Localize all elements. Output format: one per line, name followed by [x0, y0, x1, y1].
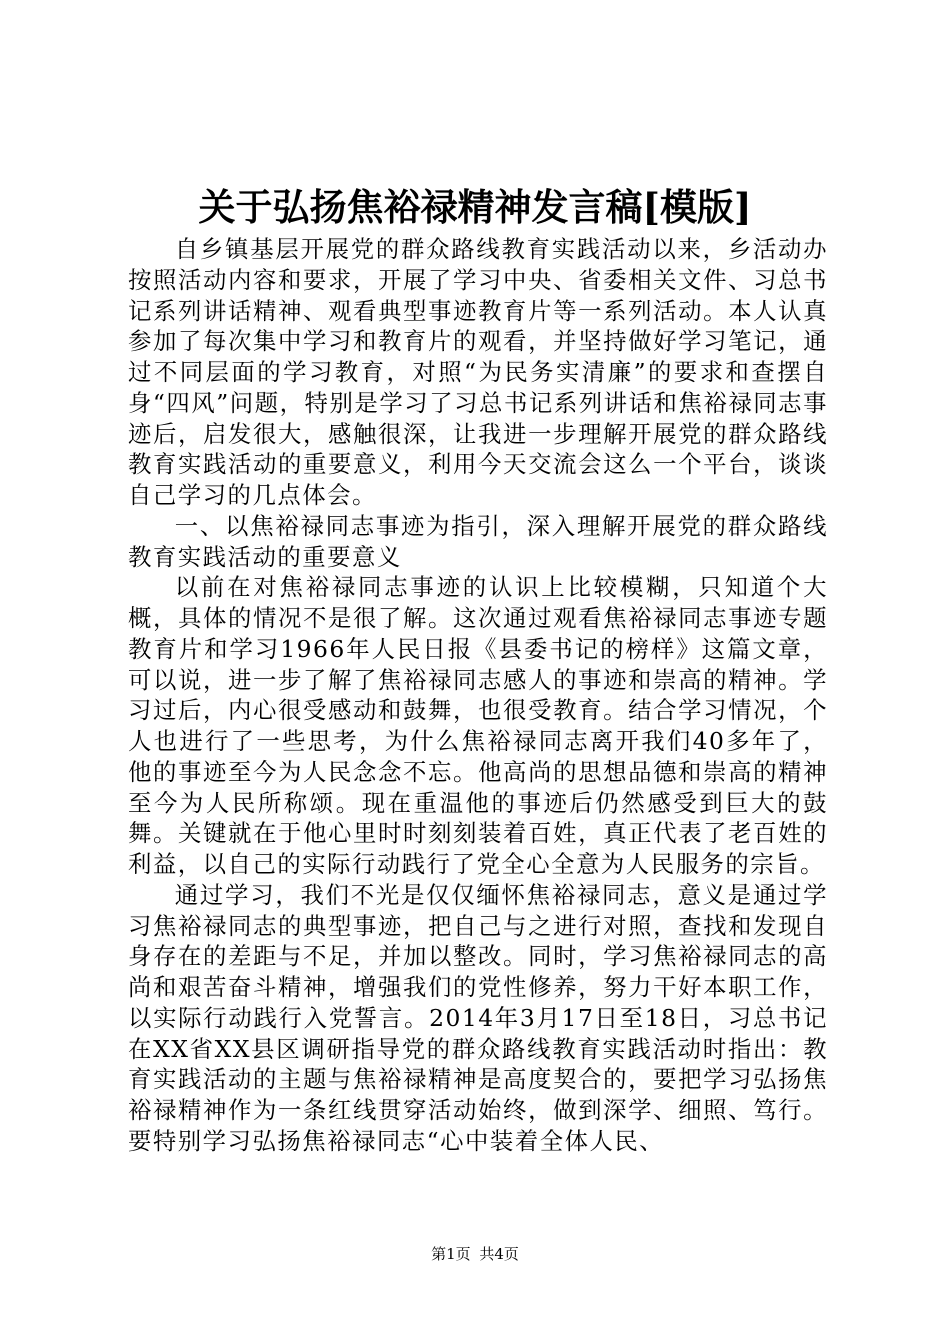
paragraph-reflection: 以前在对焦裕禄同志事迹的认识上比较模糊，只知道个大概，具体的情况不是很了解。这次通过观看焦裕禄同志事迹专题教育片和学习1966年人民日报《县委书记的榜样》这篇文章，可以说，进一步了解了焦裕禄同志感人的事迹和崇高的精神。学习过后，内心很受感动和鼓舞，也很受教育。结合学习情况，个人也进行了一些思考，为什么焦裕禄同志离开我们40多年了，他的事迹至今为人民念念不忘。他高尚的思想品德和崇高的精神至今为人民所称颂。现在重温他的事迹后仍然感受到巨大的鼓舞。关键就在于他心里时时刻刻装着百姓，真正代表了老百姓的利益，以自己的实际行动践行了党全心全意为人民服务的宗旨。 — [128, 573, 828, 878]
document-body — [128, 234, 828, 1157]
document-title: 关于弘扬焦裕禄精神发言稿[模版] — [198, 185, 752, 229]
page-number: 第1页 — [431, 1245, 471, 1263]
section-heading-1: 一、以焦裕禄同志事迹为指引，深入理解开展党的群众路线教育实践活动的重要意义 — [128, 511, 828, 571]
page-footer — [0, 1244, 950, 1264]
paragraph-significance: 通过学习，我们不光是仅仅缅怀焦裕禄同志，意义是通过学习焦裕禄同志的典型事迹，把自己与之进行对照，查找和发现自身存在的差距与不足，并加以整改。同时，学习焦裕禄同志的高尚和艰苦奋斗精神，增强我们的党性修养，努力干好本职工作，以实际行动践行入党誓言。2014年3月17日至18日，习总书记在XX省XX县区调研指导党的群众路线教育实践活动时指出：教育实践活动的主题与焦裕禄精神是高度契合的，要把学习弘扬焦裕禄精神作为一条红线贯穿活动始终，做到深学、细照、笃行。要特别学习弘扬焦裕禄同志“心中装着全体人民、 — [128, 880, 828, 1155]
paragraph-intro: 自乡镇基层开展党的群众路线教育实践活动以来，乡活动办按照活动内容和要求，开展了学习中央、省委相关文件、习总书记系列讲话精神、观看典型事迹教育片等一系列活动。本人认真参加了每次集中学习和教育片的观看，并坚持做好学习笔记，通过不同层面的学习教育，对照“为民务实清廉”的要求和查摆自身“四风”问题，特别是学习了习总书记系列讲话和焦裕禄同志事迹后，启发很大，感触很深，让我进一步理解开展党的群众路线教育实践活动的重要意义，利用今天交流会这么一个平台，谈谈自己学习的几点体会。 — [128, 235, 828, 509]
page-total: 共4页 — [479, 1245, 519, 1263]
